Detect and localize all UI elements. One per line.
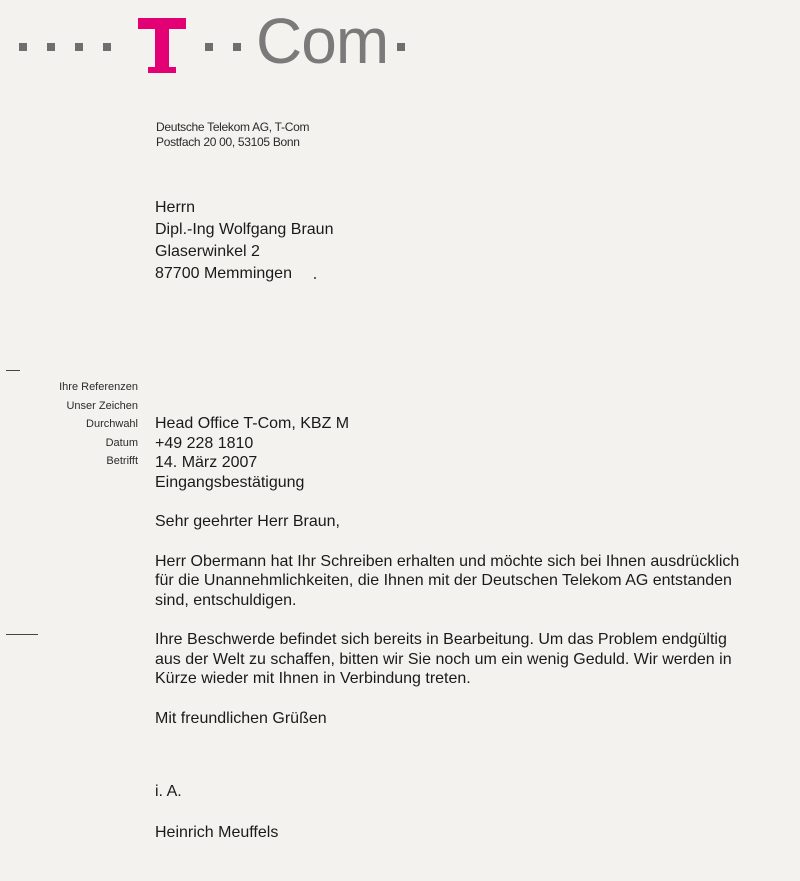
paragraph-line: Ihre Beschwerde befindet sich bereits in Bearbeitung. Um das Problem endgültig — [155, 631, 727, 648]
paper-speck — [314, 277, 316, 279]
fold-mark — [6, 634, 38, 635]
reference-labels — [40, 378, 138, 471]
value-unser-zeichen: Head Office T-Com, KBZ M — [155, 415, 350, 432]
paragraph-2 — [155, 630, 795, 689]
recipient-address — [155, 197, 333, 285]
recipient-title: Herrn — [155, 199, 196, 216]
reference-values — [155, 414, 349, 492]
sender-address — [156, 120, 309, 150]
label-ihre-referenzen: Ihre Referenzen — [59, 381, 138, 393]
authority-note: i. A. — [155, 783, 182, 800]
salutation: Sehr geehrter Herr Braun, — [155, 513, 340, 530]
logo-dot — [205, 43, 213, 51]
sender-line: Deutsche Telekom AG, T-Com — [156, 120, 310, 134]
value-betrifft: Eingangsbestätigung — [155, 473, 305, 491]
fold-mark — [6, 370, 20, 371]
logo-dot — [103, 43, 111, 51]
logo-dot — [47, 43, 55, 51]
paragraph-line: Herr Obermann hat Ihr Schreiben erhalten und möchte sich bei Ihnen ausdrücklich — [155, 552, 740, 570]
paragraph-1 — [155, 552, 795, 611]
label-datum: Datum — [105, 436, 138, 449]
recipient-street: Glaserwinkel 2 — [155, 243, 260, 260]
paragraph-line: Kürze wieder mit Ihnen in Verbindung treten. — [155, 670, 471, 687]
logo-dot — [19, 43, 27, 51]
logo-wordmark: Com — [256, 5, 389, 77]
value-datum: 14. März 2007 — [155, 454, 258, 471]
logo-dot — [397, 43, 405, 51]
letter-body — [155, 512, 795, 728]
logo-dot — [75, 43, 83, 51]
closing: Mit freundlichen Grüßen — [155, 709, 327, 727]
paragraph-line: für die Unannehmlichkeiten, die Ihnen mit der Deutschen Telekom AG entstanden — [155, 572, 732, 589]
recipient-city: 87700 Memmingen — [155, 265, 292, 282]
t-com-logo — [0, 0, 800, 90]
label-durchwahl: Durchwahl — [86, 418, 138, 430]
logo-dot — [233, 43, 241, 51]
recipient-name: Dipl.-Ing Wolfgang Braun — [155, 221, 334, 238]
paragraph-line: aus der Welt zu schaffen, bitten wir Sie noch um ein wenig Geduld. Wir werden in — [155, 650, 732, 668]
telekom-t-icon — [138, 18, 186, 74]
label-unser-zeichen: Unser Zeichen — [66, 399, 138, 412]
value-durchwahl: +49 228 1810 — [155, 434, 254, 452]
sender-line: Postfach 20 00, 53105 Bonn — [156, 135, 300, 149]
label-betrifft: Betrifft — [106, 455, 138, 467]
paragraph-line: sind, entschuldigen. — [155, 591, 297, 609]
signer-name: Heinrich Meuffels — [155, 824, 279, 841]
